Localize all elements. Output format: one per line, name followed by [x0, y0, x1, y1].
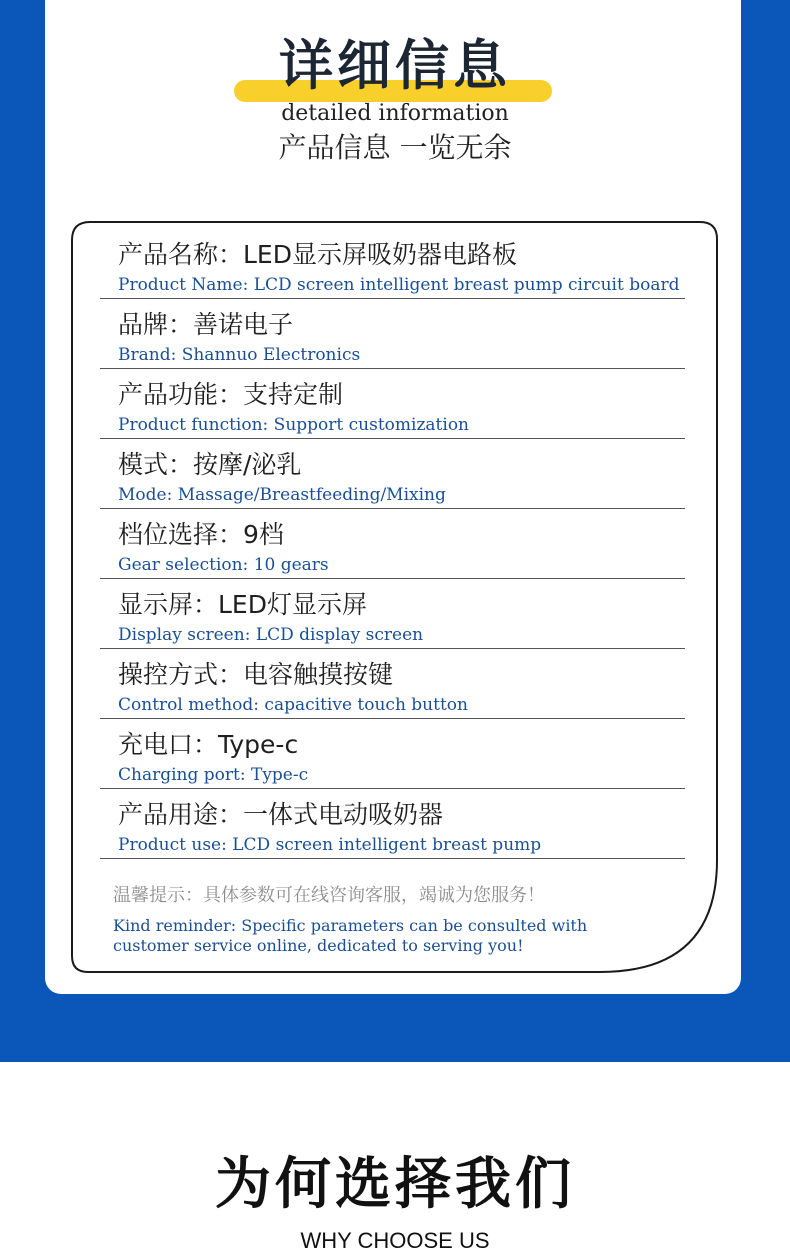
- spec-label-cn: 产品功能：支持定制: [118, 380, 344, 409]
- spec-row: [100, 649, 685, 719]
- spec-label-cn: 产品名称：LED显示屏吸奶器电路板: [118, 240, 517, 269]
- spec-label-cn: 操控方式：电容触摸按键: [118, 660, 394, 689]
- spec-row: [100, 579, 685, 649]
- spec-label-en: Gear selection: 10 gears: [118, 555, 329, 575]
- spec-label-cn: 模式：按摩/泌乳: [118, 450, 302, 479]
- page-title-en: detailed information: [281, 101, 509, 126]
- why-choose-us-title-cn: 为何选择我们: [215, 1152, 575, 1217]
- spec-row: [100, 789, 685, 859]
- spec-row: [100, 509, 685, 579]
- page-subtitle-cn: 产品信息 一览无余: [278, 131, 512, 164]
- spec-label-cn: 显示屏：LED灯显示屏: [118, 590, 367, 619]
- page-title-cn: 详细信息: [279, 34, 511, 97]
- spec-label-cn: 充电口：Type-c: [118, 730, 299, 759]
- reminder-en: Kind reminder: Specific parameters can be consulted with customer service online, dedicated to serving you!: [113, 916, 588, 955]
- spec-label-cn: 产品用途：一体式电动吸奶器: [118, 800, 444, 829]
- spec-label-en: Product function: Support customization: [118, 415, 469, 435]
- why-choose-us-title-en: WHY CHOOSE US: [300, 1228, 490, 1253]
- spec-label-en: Brand: Shannuo Electronics: [118, 345, 361, 365]
- spec-label-cn: 档位选择：9档: [118, 520, 284, 549]
- reminder-cn: 温馨提示：具体参数可在线咨询客服，竭诚为您服务！: [113, 885, 545, 906]
- spec-row: [100, 439, 685, 509]
- spec-row: [100, 229, 685, 299]
- spec-label-en: Product use: LCD screen intelligent breast pump: [118, 835, 542, 855]
- spec-row: [100, 299, 685, 369]
- spec-label-en: Charging port: Type-c: [118, 765, 309, 785]
- spec-label-cn: 品牌：善诺电子: [118, 310, 294, 339]
- spec-row: [100, 719, 685, 789]
- spec-label-en: Display screen: LCD display screen: [118, 625, 424, 645]
- spec-row: [100, 369, 685, 439]
- spec-label-en: Mode: Massage/Breastfeeding/Mixing: [118, 485, 446, 505]
- spec-label-en: Product Name: LCD screen intelligent breast pump circuit board: [118, 275, 680, 295]
- spec-label-en: Control method: capacitive touch button: [118, 695, 468, 715]
